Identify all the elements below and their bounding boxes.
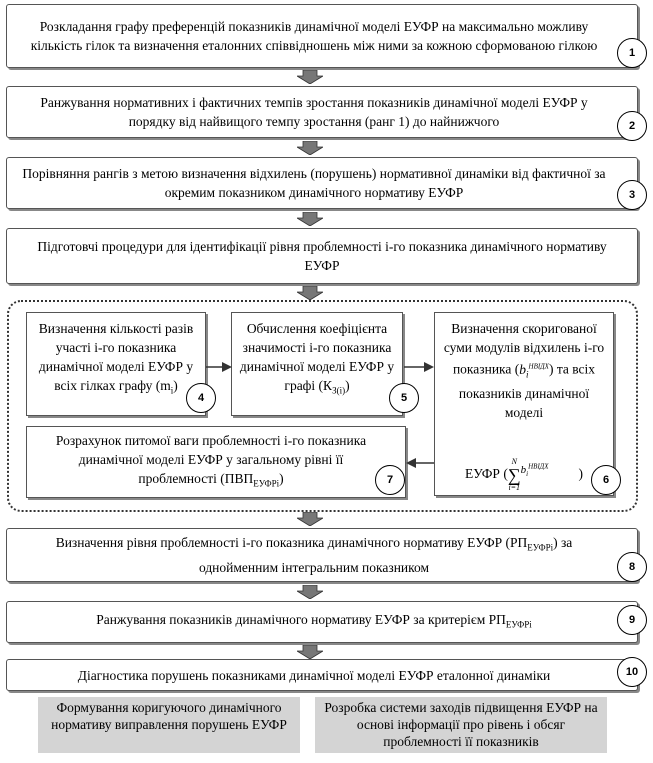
- arrow-down-6: [297, 585, 323, 599]
- step-9-text: Ранжування показників динамічного нормативу ЕУФР за критерієм $РП_{ЕУФРі}$: [96, 611, 532, 630]
- preparatory-box: [6, 228, 638, 284]
- arrow-down-3: [297, 212, 323, 226]
- step-10-box: [6, 659, 638, 691]
- step-2-box: [6, 86, 638, 138]
- arrow-down-2: [297, 141, 323, 155]
- arrow-down-4: [297, 286, 323, 300]
- arrow-down-5: [297, 512, 323, 526]
- arrow-4-to-5: [206, 360, 232, 374]
- box-5-close: ): [345, 378, 350, 393]
- output-measures-system: [315, 697, 607, 753]
- box-4-text: Визначення кількості разів участі і-го показника динамічної моделі ЕУФР у всіх гілках графу (m: [38, 321, 194, 393]
- box-5-number: 5: [389, 383, 419, 413]
- output-corrective-normative: [38, 697, 300, 753]
- box-7-sub: ЕУФРі: [253, 478, 280, 489]
- arrow-down-1: [297, 70, 323, 84]
- box-7: [26, 426, 406, 498]
- arrow-5-to-6: [404, 360, 434, 374]
- box-4-sub: i: [170, 385, 174, 396]
- step-9-box: [6, 601, 638, 643]
- box-4-number: 4: [186, 383, 216, 413]
- step-1-text: Розкладання графу преференцій показників динамічної моделі ЕУФР на максимально можливу кількість гілок та визначення еталонних співвідношень між ними за кожною сформованою гілкою: [30, 19, 598, 53]
- step-1-box: [6, 4, 638, 68]
- step-3-text: Порівняння рангів з метою визначення відхилень (порушень) нормативної динаміки від фактичної за окремим показником динамічного нормативу ЕУФР: [22, 166, 606, 200]
- output-measures-text: Розробка системи заходів підвищення ЕУФР на основі інформації про рівень і обсяг проблемності її показників: [324, 700, 598, 749]
- step-1-number: 1: [617, 38, 647, 68]
- step-8-box: [6, 528, 638, 582]
- box-4: [26, 312, 206, 416]
- box-5-sub: З(і): [332, 385, 346, 396]
- box-7-number: 7: [375, 465, 405, 495]
- box-6-line2b: ): [578, 466, 584, 482]
- step-9-number: 9: [617, 605, 647, 635]
- box-6-b-symbol: $b_i^{НВІДХ}$: [519, 361, 549, 380]
- box-4-close: ): [173, 378, 178, 393]
- preparatory-text: Підготовчі процедури для ідентифікації рівня проблемності і-го показника динамічного нормативу ЕУФР: [37, 239, 607, 273]
- step-10-number: 10: [617, 657, 647, 687]
- box-6-number: 6: [591, 465, 621, 495]
- box-6-line2: ЕУФР (: [464, 466, 508, 482]
- box-6-line1: Визначення скоригованої суми модулів відхилень і-го показника (: [443, 321, 605, 377]
- box-5-text: Обчислення коефіцієнта значимості і-го показника динамічної моделі ЕУФР у графі (К: [239, 321, 395, 393]
- box-6-line1b: ) та всіх показників динамічної моделі: [458, 361, 596, 421]
- box-6-sum-symbol: N ∑ i=1: [507, 457, 521, 493]
- step-3-box: [6, 157, 638, 209]
- box-7-text: Розрахунок питомої ваги проблемності і-го показника динамічної моделі ЕУФР у загальному рівні її проблемності (ПВП: [55, 433, 367, 486]
- output-corrective-text: Формування коригуючого динамічного нормативу виправлення порушень ЕУФР: [51, 700, 287, 732]
- step-8-number: 8: [617, 552, 647, 582]
- box-6: Визначення скоригованої суми модулів відхилень і-го показника $(b_i^{НВІДХ})$ та всіх показників динамічної моделі ЕУФР ( N ∑ i=1 $^{b_i^{НВІДХ}}$): [434, 312, 614, 496]
- arrow-6-to-7: [406, 456, 434, 470]
- box-5: [231, 312, 403, 416]
- step-10-text: Діагностика порушень показниками динамічної моделі ЕУФР еталонної динаміки: [77, 667, 551, 683]
- step-3-number: 3: [617, 180, 647, 210]
- arrow-down-7: [297, 645, 323, 659]
- step-2-number: 2: [617, 111, 647, 141]
- step-8-text: Визначення рівня проблемності і-го показника динамічного нормативу ЕУФР $(РП_{ЕУФРі})$ за однойменним інтегральним показником: [55, 535, 573, 575]
- step-2-text: Ранжування нормативних і фактичних темпів зростання показників динамічної моделі ЕУФР у порядку від найвищого темпу зростання (ранг 1) до найнижчого: [40, 95, 588, 129]
- box-7-close: ): [279, 471, 284, 486]
